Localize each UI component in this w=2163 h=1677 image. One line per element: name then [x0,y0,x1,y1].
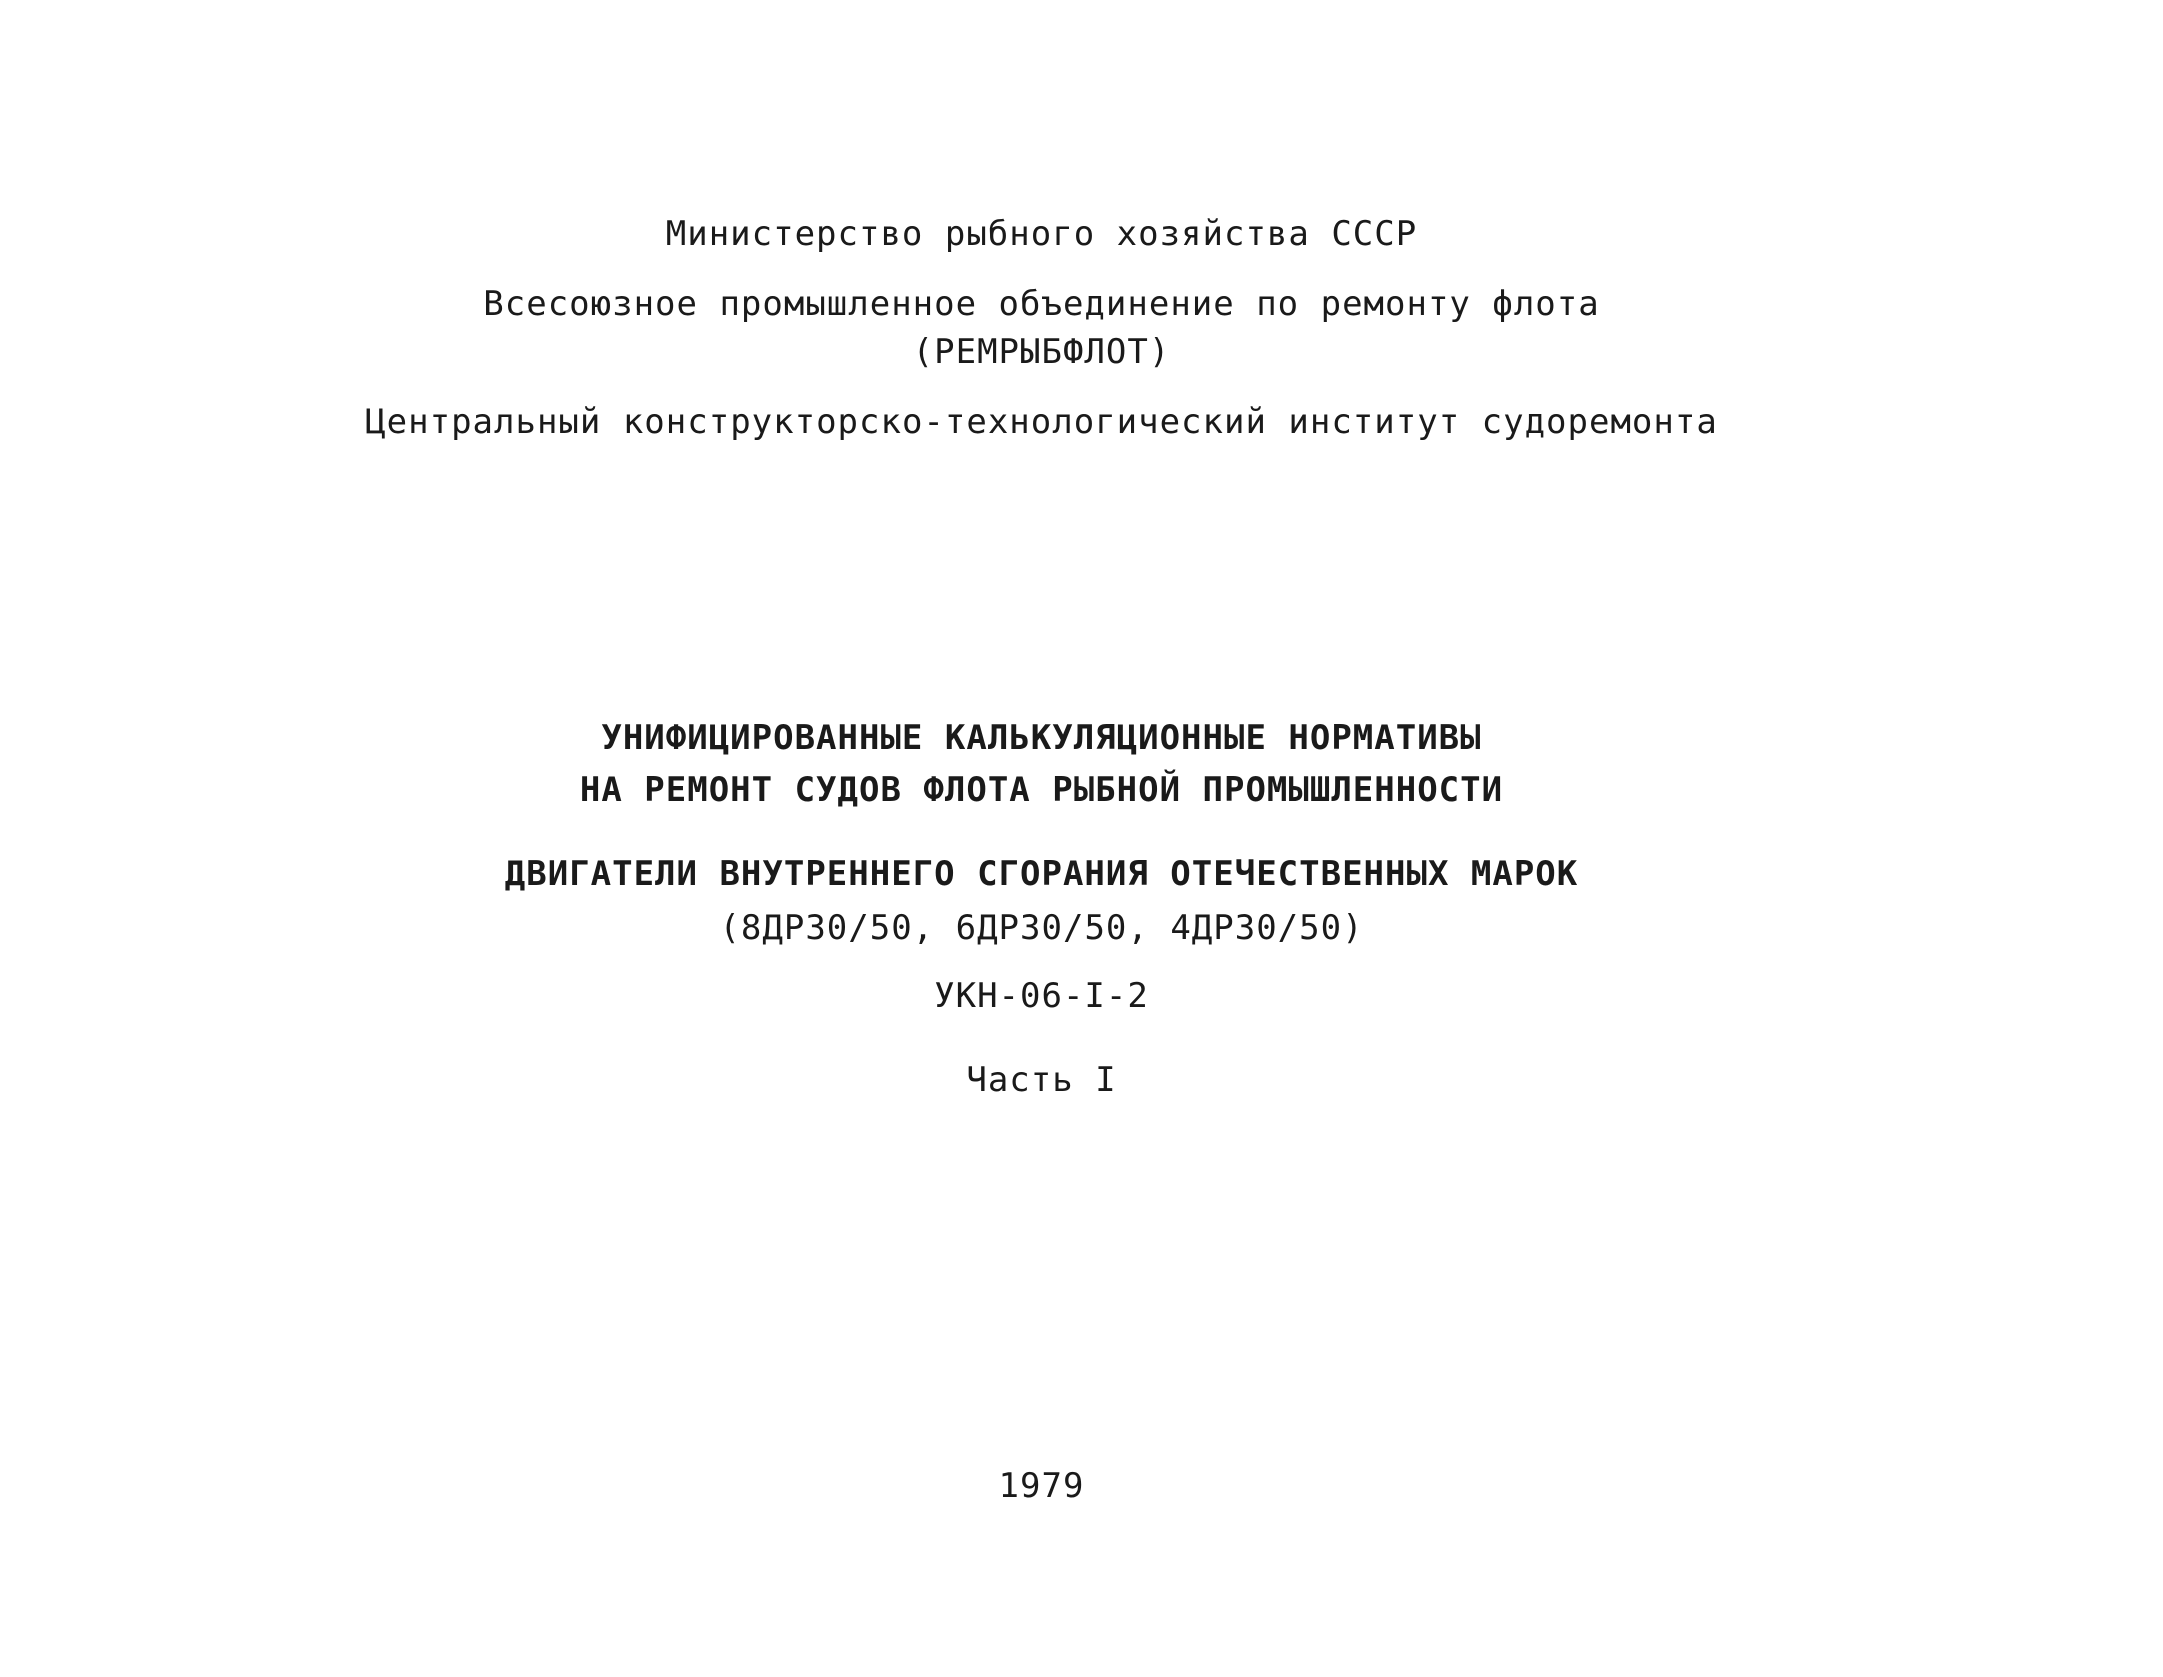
document-title-line-2: НА РЕМОНТ СУДОВ ФЛОТА РЫБНОЙ ПРОМЫШЛЕННОСТИ [579,770,1504,810]
document-part: Часть I [966,1060,1117,1100]
ministry-name: Министерство рыбного хозяйства СССР [665,214,1418,254]
association-abbreviation: (РЕМРЫБФЛОТ) [912,332,1171,372]
institute-name: Центральный конструкторско-технологический институт судоремонта [365,402,1718,442]
document-subject: ДВИГАТЕЛИ ВНУТРЕННЕГО СГОРАНИЯ ОТЕЧЕСТВЕННЫХ МАРОК [504,854,1579,894]
engine-models: (8ДР30/50, 6ДР30/50, 4ДР30/50) [719,908,1364,948]
document-title-line-1: УНИФИЦИРОВАННЫЕ КАЛЬКУЛЯЦИОННЫЕ НОРМАТИВЫ [601,718,1482,758]
association-name: Всесоюзное промышленное объединение по ремонту флота [483,284,1600,324]
publication-year: 1979 [998,1466,1085,1506]
document-code: УКН-06-I-2 [934,976,1149,1016]
